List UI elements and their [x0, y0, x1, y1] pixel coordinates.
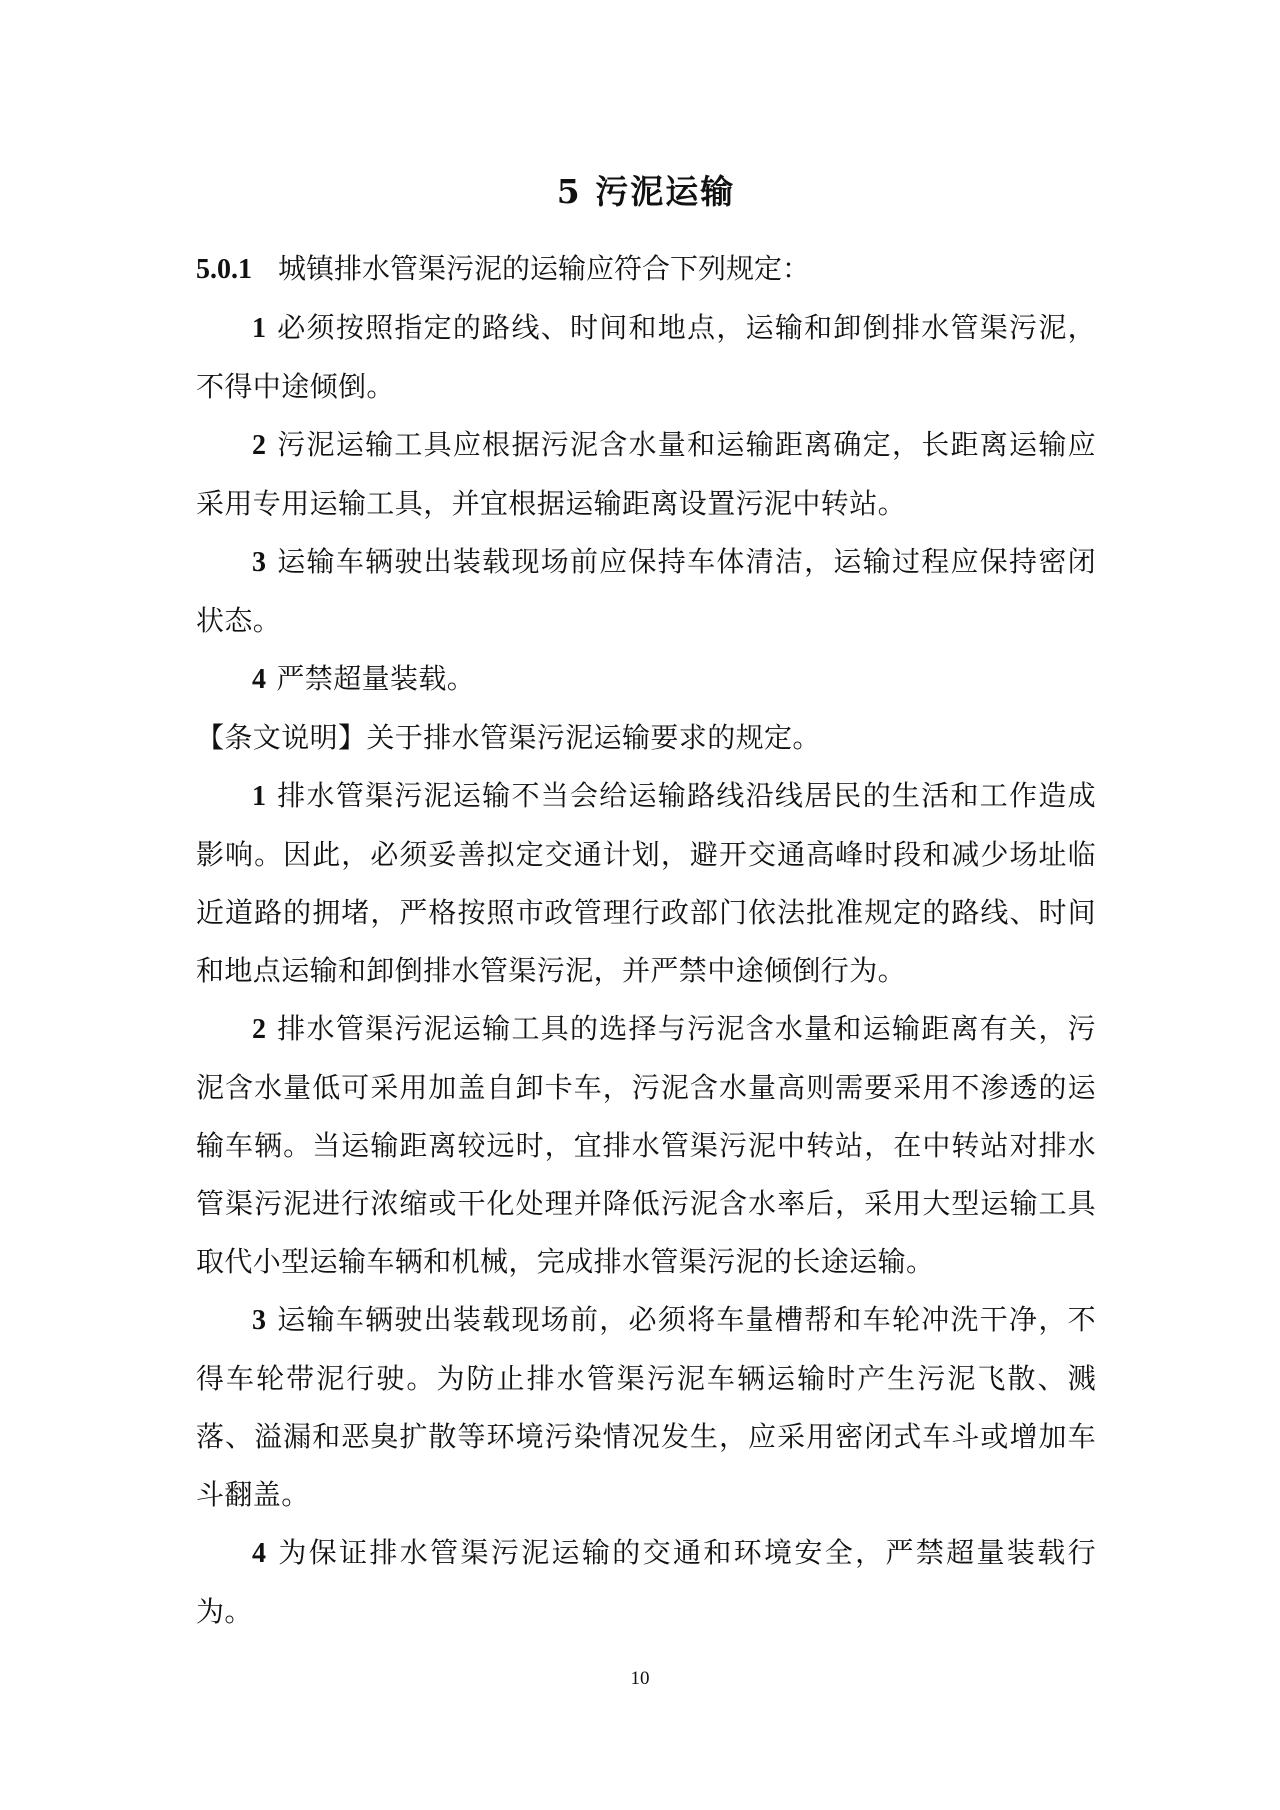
clause-heading-text: 城镇排水管渠污泥的运输应符合下列规定：: [278, 252, 811, 285]
clause-item-text: 运输车辆驶出装载现场前应保持车体清洁，运输过程应保持密闭状态。: [196, 545, 1096, 637]
explanation-item-number: 4: [252, 1538, 267, 1569]
explanation-item-text: 排水管渠污泥运输不当会给运输路线沿线居民的生活和工作造成影响。因此，必须妥善拟定交通计划，避开交通高峰时段和减少场址临近道路的拥堵，严格按照市政管理行政部门依法批准规定的路线、时间和地点运输和卸倒排水管渠污泥，并严禁中途倾倒行为。: [196, 779, 1096, 987]
clause-item: [196, 416, 1096, 533]
clause-item-number: 4: [252, 664, 267, 695]
clause-number: 5.0.1: [196, 254, 252, 285]
explanation-item: [196, 1524, 1096, 1641]
clause-item: [196, 299, 1096, 416]
clause-item-text: 严禁超量装载。: [276, 662, 476, 695]
section-title: 5 污泥运输: [556, 172, 736, 211]
clause-item-text: 必须按照指定的路线、时间和地点，运输和卸倒排水管渠污泥，不得中途倾倒。: [196, 311, 1096, 403]
page-number: 10: [630, 1668, 650, 1689]
explanation-item: [196, 767, 1096, 1000]
clause-item-text: 污泥运输工具应根据污泥含水量和运输距离确定，长距离运输应采用专用运输工具，并宜根据运输距离设置污泥中转站。: [196, 428, 1096, 520]
clause-item-number: 3: [252, 547, 267, 578]
explanation-item-text: 运输车辆驶出装载现场前，必须将车量槽帮和车轮冲洗干净，不得车轮带泥行驶。为防止排水管渠污泥车辆运输时产生污泥飞散、溅落、溢漏和恶臭扩散等环境污染情况发生，应采用密闭式车斗或增加车斗翻盖。: [196, 1303, 1096, 1511]
explanation-item: [196, 1291, 1096, 1524]
clause-item: [196, 533, 1096, 650]
explanation-item: [196, 1000, 1096, 1291]
clause-item-number: 2: [252, 430, 267, 461]
clause-heading: [196, 240, 1096, 299]
explanation-item-text: 为保证排水管渠污泥运输的交通和环境安全，严禁超量装载行为。: [196, 1536, 1096, 1628]
explanation-heading: 【条文说明】关于排水管渠污泥运输要求的规定。: [196, 721, 821, 754]
explanation-item-text: 排水管渠污泥运输工具的选择与污泥含水量和运输距离有关，污泥含水量低可采用加盖自卸卡车，污泥含水量高则需要采用不渗透的运输车辆。当运输距离较远时，宜排水管渠污泥中转站，在中转站对排水管渠污泥进行浓缩或干化处理并降低污泥含水率后，采用大型运输工具取代小型运输车辆和机械，完成排水管渠污泥的长途运输。: [196, 1012, 1096, 1278]
clause-item-number: 1: [252, 313, 267, 344]
clause-item: [196, 650, 1096, 709]
page-content: [196, 162, 1096, 1641]
explanation-item-number: 2: [252, 1014, 267, 1045]
explanation-item-number: 3: [252, 1305, 267, 1336]
explanation-item-number: 1: [252, 781, 267, 812]
